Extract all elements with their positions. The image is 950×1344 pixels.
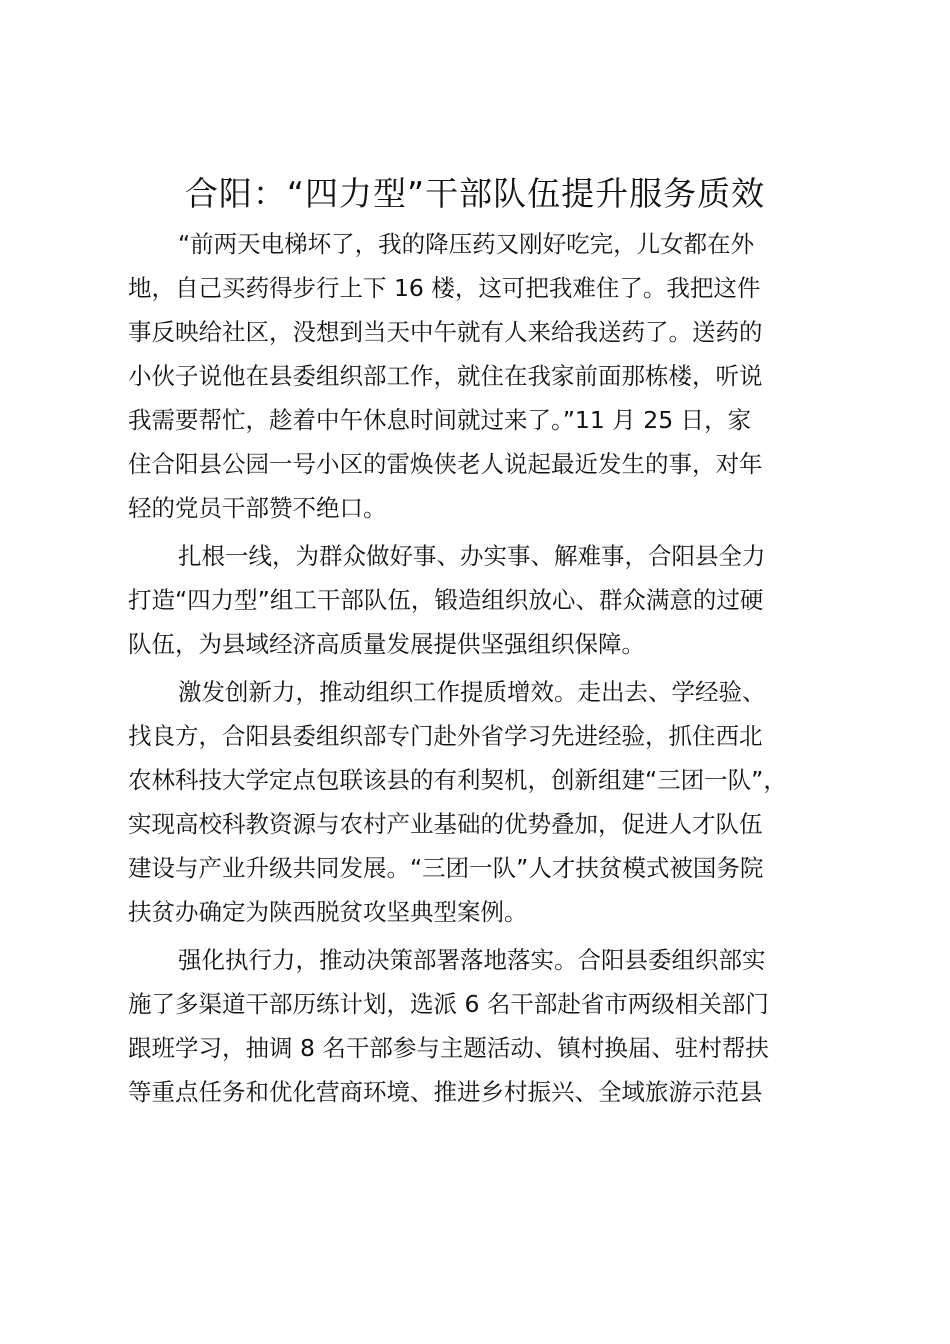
document-title: 合阳：“四力型”干部队伍提升服务质效	[184, 174, 766, 213]
paragraph-3-line-5: 建设与产业升级共同发展。“三团一队”人才扶贫模式被国务院	[128, 854, 764, 882]
paragraph-3-line-4: 实现高校科教资源与农村产业基础的优势叠加，促进人才队伍	[128, 810, 763, 838]
paragraph-3-line-1: 激发创新力，推动组织工作提质增效。走出去、学经验、	[178, 678, 766, 706]
paragraph-4-line-2: 施了多渠道干部历练计划，选派 6 名干部赴省市两级相关部门	[128, 990, 769, 1018]
paragraph-2-line-2: 打造“四力型”组工干部队伍，锻造组织放心、群众满意的过硬	[128, 586, 764, 614]
paragraph-1-line-1: “前两天电梯坏了，我的降压药又刚好吃完，儿女都在外	[178, 230, 755, 258]
paragraph-2-line-3: 队伍，为县域经济高质量发展提供坚强组织保障。	[128, 630, 645, 658]
paragraph-3-line-3: 农林科技大学定点包联该县的有利契机，创新组建“三团一队”，	[128, 766, 787, 794]
paragraph-4-line-1: 强化执行力，推动决策部署落地落实。合阳县委组织部实	[178, 946, 766, 974]
paragraph-1-line-6: 住合阳县公园一号小区的雷焕侠老人说起最近发生的事，对年	[128, 450, 763, 478]
paragraph-2-line-1: 扎根一线，为群众做好事、办实事、解难事，合阳县全力	[178, 542, 766, 570]
paragraph-1-line-4: 小伙子说他在县委组织部工作，就住在我家前面那栋楼，听说	[128, 362, 763, 390]
paragraph-4-line-3: 跟班学习，抽调 8 名干部参与主题活动、镇村换届、驻村帮扶	[128, 1034, 769, 1062]
paragraph-1-line-2: 地，自己买药得步行上下 16 楼，这可把我难住了。我把这件	[128, 274, 761, 302]
paragraph-3-line-2: 找良方，合阳县委组织部专门赴外省学习先进经验，抓住西北	[128, 722, 763, 750]
paragraph-1-line-5: 我需要帮忙，趁着中午休息时间就过来了。”11 月 25 日，家	[128, 406, 752, 434]
paragraph-4-line-4: 等重点任务和优化营商环境、推进乡村振兴、全域旅游示范县	[128, 1078, 763, 1106]
paragraph-3-line-6: 扶贫办确定为陕西脱贫攻坚典型案例。	[128, 898, 528, 926]
paragraph-1-line-3: 事反映给社区，没想到当天中午就有人来给我送药了。送药的	[128, 318, 763, 346]
paragraph-1-line-7: 轻的党员干部赞不绝口。	[128, 494, 387, 522]
